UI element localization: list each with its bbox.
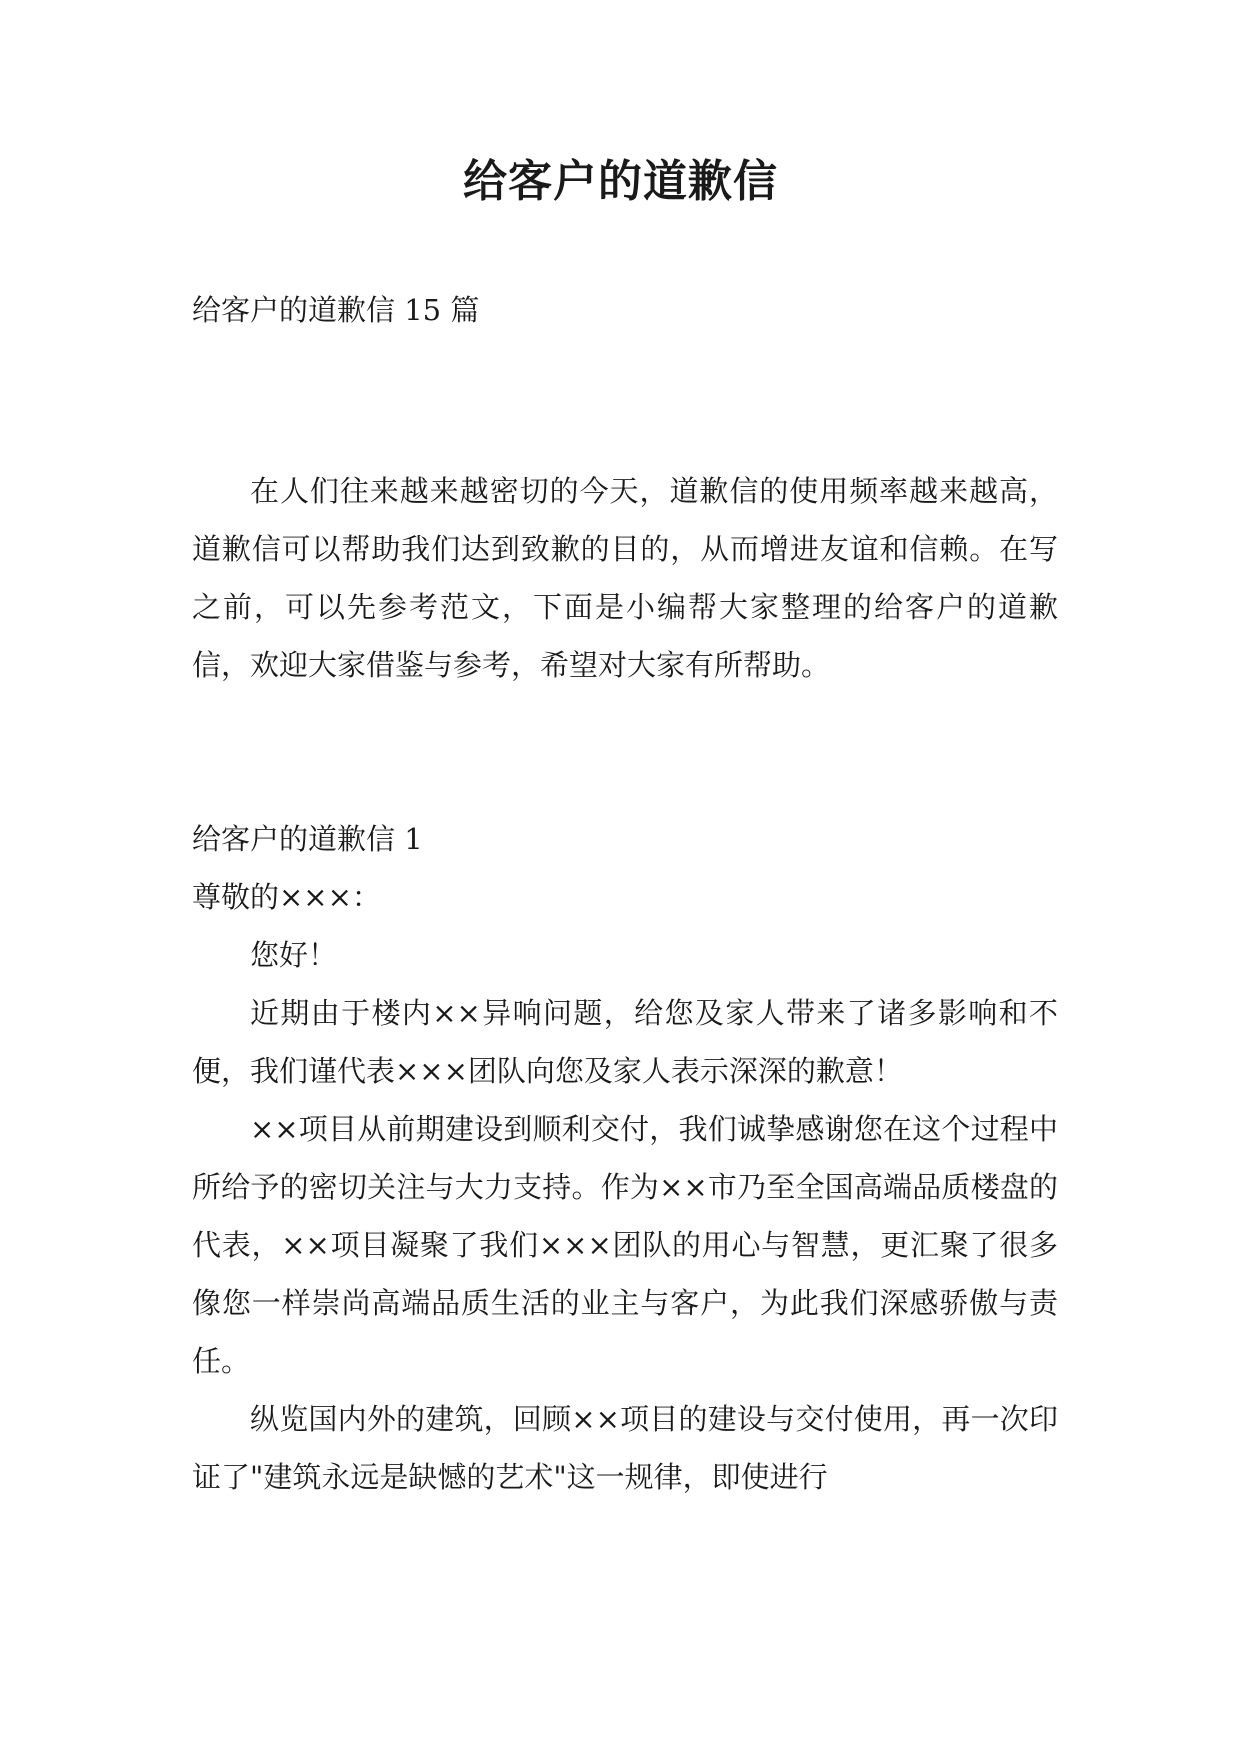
intro-paragraph: 在人们往来越来越密切的今天，道歉信的使用频率越来越高，道歉信可以帮助我们达到致歉的目的，从而增进友谊和信赖。在写之前，可以先参考范文，下面是小编帮大家整理的给客户的道歉信，欢迎大家借鉴与参考，希望对大家有所帮助。: [192, 474, 1058, 682]
letter-section: [192, 810, 1058, 1506]
intro-section: [192, 462, 1058, 694]
document-subtitle: 给客户的道歉信 15 篇: [192, 293, 480, 327]
letter-greeting: 您好！: [250, 938, 338, 972]
letter-heading: 给客户的道歉信 1: [192, 822, 423, 856]
document-title: 给客户的道歉信: [463, 156, 778, 207]
letter-paragraph: ××项目从前期建设到顺利交付，我们诚挚感谢您在这个过程中所给予的密切关注与大力支持。作为××市乃至全国高端品质楼盘的代表，××项目凝聚了我们×××团队的用心与智慧，更汇聚了很多像您一样崇尚高端品质生活的业主与客户，为此我们深感骄傲与责任。: [192, 1112, 1058, 1378]
letter-paragraph: 纵览国内外的建筑，回顾××项目的建设与交付使用，再一次印证了"建筑永远是缺憾的艺术"这一规律，即使进行: [192, 1402, 1058, 1494]
letter-salutation: 尊敬的×××：: [192, 880, 381, 914]
letter-paragraph: 近期由于楼内××异响问题，给您及家人带来了诸多影响和不便，我们谨代表×××团队向您及家人表示深深的歉意！: [192, 996, 1058, 1088]
